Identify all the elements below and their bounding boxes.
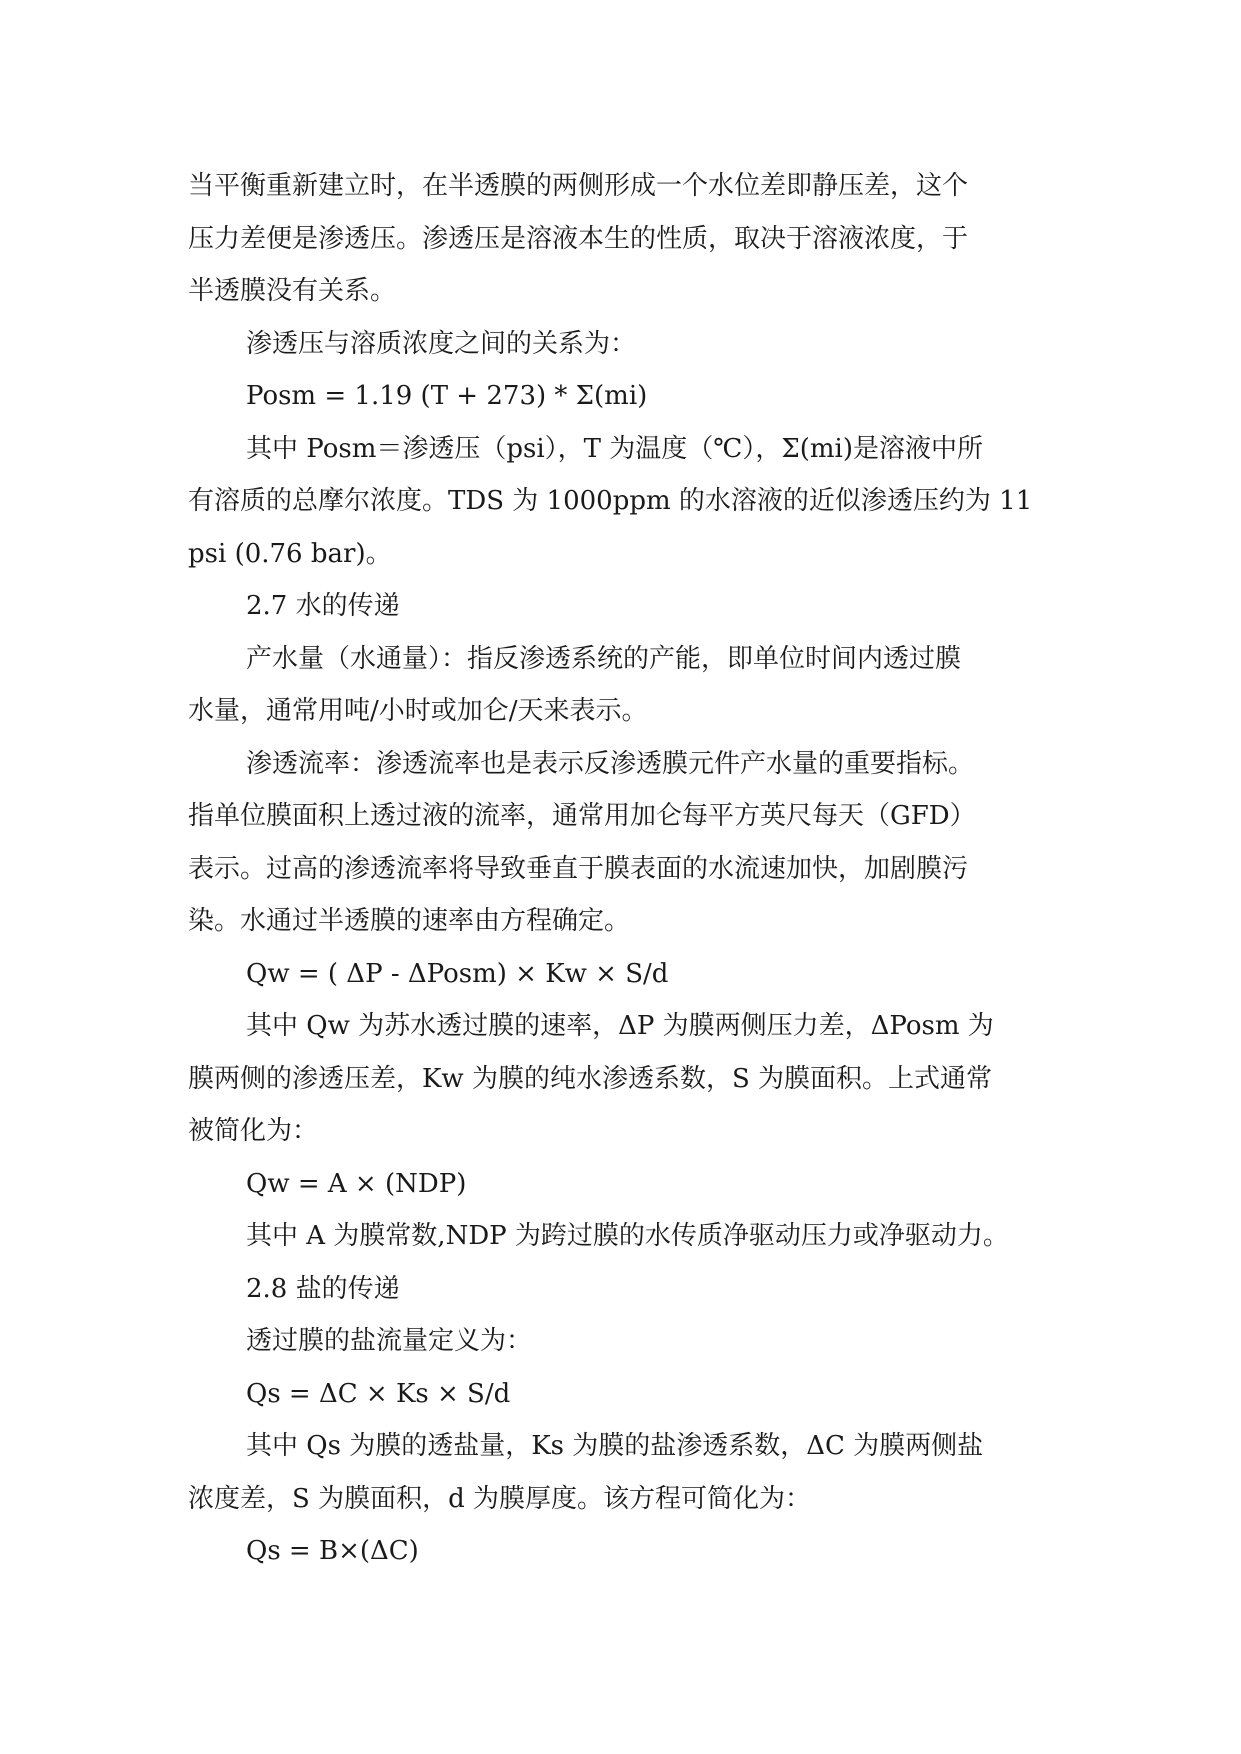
section-heading: 2.7 水的传递: [246, 591, 400, 621]
formula-line: Qs = B×(ΔC): [246, 1536, 419, 1566]
text-line: 产水量（水通量）：指反渗透系统的产能，即单位时间内透过膜: [246, 643, 962, 674]
section-heading: 2.8 盐的传递: [246, 1273, 400, 1304]
formula-line: Qw = A × (NDP): [246, 1168, 467, 1199]
text-line: 膜两侧的渗透压差，Kw 为膜的纯水渗透系数，S 为膜面积。上式通常: [188, 1063, 993, 1094]
text-line: 其中 Posm＝渗透压（psi），T 为温度（℃），Σ(mi)是溶液中所: [246, 433, 983, 464]
text-line: 染。水通过半透膜的速率由方程确定。: [188, 906, 631, 936]
text-line: 水量，通常用吨/小时或加仑/天来表示。: [188, 696, 648, 726]
text-line: 渗透压与溶质浓度之间的关系为：: [246, 328, 637, 359]
text-line: 浓度差，S 为膜面积，d 为膜厚度。该方程可简化为：: [188, 1483, 811, 1514]
text-line: 被简化为：: [188, 1116, 319, 1146]
formula-line: Posm = 1.19 (T + 273) * Σ(mi): [246, 381, 648, 411]
formula-line: Qs = ΔC × Ks × S/d: [246, 1378, 511, 1409]
text-line: 透过膜的盐流量定义为：: [246, 1326, 533, 1356]
text-line: 指单位膜面积上透过液的流率，通常用加仑每平方英尺每天（GFD）: [188, 801, 976, 831]
text-line: 有溶质的总摩尔浓度。TDS 为 1000ppm 的水溶液的近似渗透压约为 11: [188, 486, 1033, 516]
text-line: 其中 A 为膜常数,NDP 为跨过膜的水传质净驱动压力或净驱动力。: [246, 1221, 1009, 1251]
text-line: 其中 Qs 为膜的透盐量，Ks 为膜的盐渗透系数，ΔC 为膜两侧盐: [246, 1431, 984, 1461]
text-line: 半透膜没有关系。: [188, 276, 397, 306]
text-line: psi (0.76 bar)。: [188, 538, 392, 569]
formula-line: Qw = ( ΔP - ΔPosm) × Kw × S/d: [246, 958, 669, 989]
text-line: 压力差便是渗透压。渗透压是溶液本生的性质，取决于溶液浓度，于: [188, 223, 969, 254]
document-page: [188, 160, 1068, 1578]
text-line: 渗透流率：渗透流率也是表示反渗透膜元件产水量的重要指标。: [246, 748, 975, 779]
text-line: 当平衡重新建立时，在半透膜的两侧形成一个水位差即静压差，这个: [188, 171, 969, 201]
text-line: 其中 Qw 为苏水透过膜的速率，ΔP 为膜两侧压力差，ΔPosm 为: [246, 1011, 994, 1041]
text-line: 表示。过高的渗透流率将导致垂直于膜表面的水流速加快，加剧膜污: [188, 853, 969, 884]
